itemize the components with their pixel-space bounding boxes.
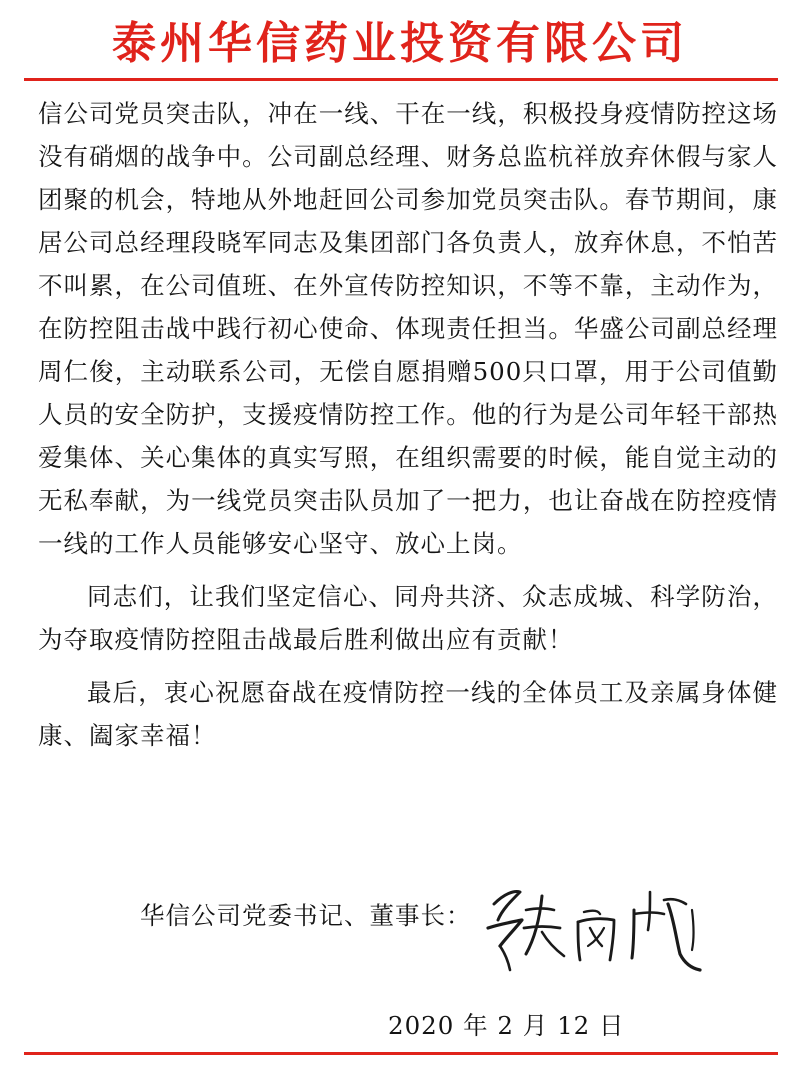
body-paragraph: 最后，衷心祝愿奋战在疫情防控一线的全体员工及亲属身体健康、阖家幸福！ (38, 678, 778, 750)
handwritten-signature (480, 870, 710, 980)
company-name: 泰州华信药业投资有限公司 (112, 18, 688, 69)
signature-block (140, 898, 700, 948)
footer-divider (24, 1052, 778, 1055)
signer-title: 华信公司党委书记、董事长： (140, 901, 472, 930)
letterhead (0, 0, 800, 80)
signature-date: 2020 年 2 月 12 日 (388, 1011, 625, 1040)
letter-body (38, 92, 778, 757)
body-paragraph: 信公司党员突击队，冲在一线、干在一线，积极投身疫情防控这场没有硝烟的战争中。公司副总经理、财务总监杭祥放弃休假与家人团聚的机会，特地从外地赶回公司参加党员突击队。春节期间，康居公司总经理段晓军同志及集团部门各负责人，放弃休息，不怕苦不叫累，在公司值班、在外宣传防控知识，不等不靠，主动作为，在防控阻击战中践行初心使命、体现责任担当。华盛公司副总经理周仁俊，主动联系公司，无偿自愿捐赠500只口罩，用于公司值勤人员的安全防护，支援疫情防控工作。他的行为是公司年轻干部热爱集体、关心集体的真实写照，在组织需要的时候，能自觉主动的无私奉献，为一线党员突击队员加了一把力，也让奋战在防控疫情一线的工作人员能够安心坚守、放心上岗。 (38, 99, 778, 558)
header-divider (24, 78, 778, 81)
body-paragraph: 同志们，让我们坚定信心、同舟共济、众志成城、科学防治，为夺取疫情防控阻击战最后胜利做出应有贡献！ (38, 582, 778, 654)
